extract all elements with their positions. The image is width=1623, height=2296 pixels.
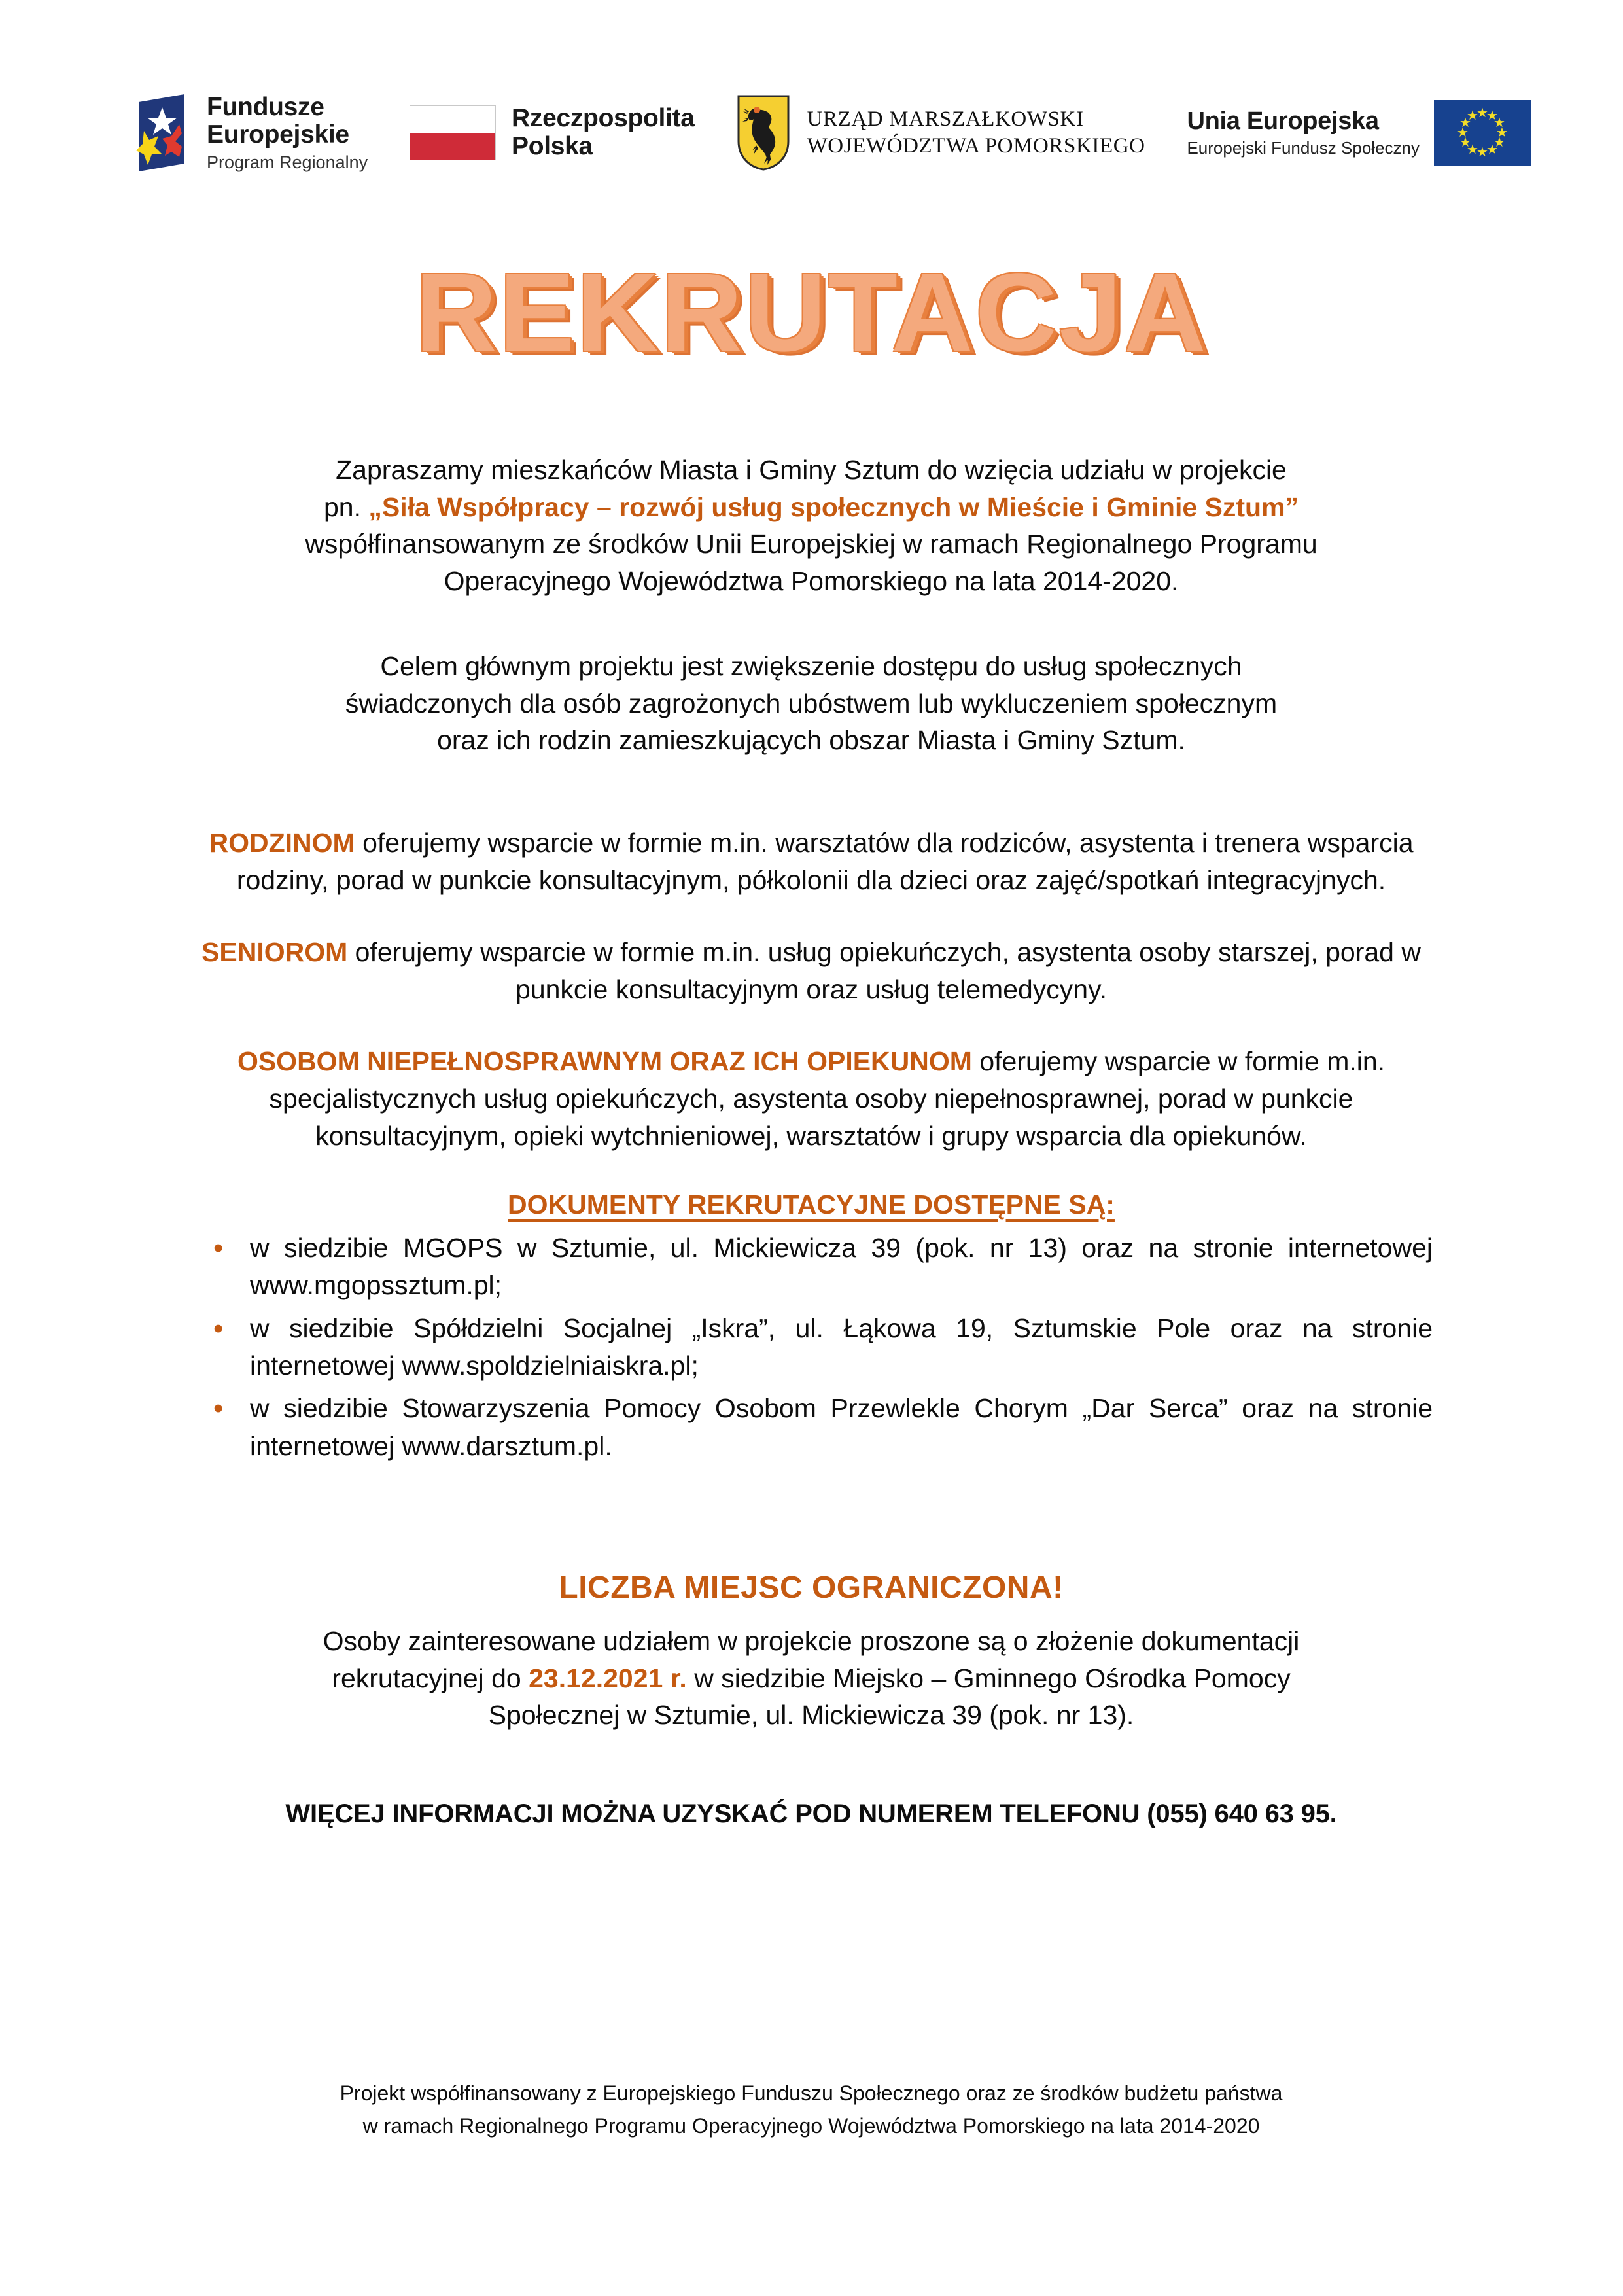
eu-star-icon: ★ [1476,145,1488,160]
limit-line-1: Osoby zainteresowane udziałem w projekcie proszone są o złożenie dokumentacji [323,1626,1300,1657]
eu-star-icon: ★ [1476,106,1488,120]
um-line-2: WOJEWÓDZTWA POMORSKIEGO [807,134,1145,158]
footer-note [190,2077,1433,2142]
rzeczpospolita-wordmark [512,105,695,161]
offer-osobom-niepelnosprawnym [190,1043,1433,1156]
footer-line-2: w ramach Regionalnego Programu Operacyjnego Województwa Pomorskiego na lata 2014-2020 [362,2113,1260,2138]
eu-star-icon: ★ [1493,116,1505,130]
eu-star-icon: ★ [1467,109,1478,124]
documents-heading: DOKUMENTY REKRUTACYJNE DOSTĘPNE SĄ: [508,1189,1115,1220]
eu-star-icon: ★ [1459,135,1471,150]
limit-line-2 [190,1660,1433,1697]
documents-list [190,1229,1433,1465]
intro-line-2 [190,489,1433,526]
limited-places-heading: LICZBA MIEJSC OGRANICZONA! [559,1570,1064,1606]
limit-line-2-suffix: w siedzibie Miejsko – Gminnego Ośrodka Pomocy [686,1663,1291,1693]
pomeranian-griffin-shield-icon [737,94,790,171]
offer-rodzinom-label: RODZINOM [209,828,355,858]
offer-rodzinom [190,824,1433,900]
logo-rzeczpospolita-polska [410,105,695,161]
contact-phone-line: WIĘCEJ INFORMACJI MOŻNA UZYSKAĆ POD NUMEREM TELEFONU (055) 640 63 95. [285,1799,1337,1828]
unia-europejska-wordmark [1187,107,1420,159]
um-line-1: URZĄD MARSZAŁKOWSKI [807,107,1084,131]
offer-osobom-niepelnosprawnym-body: oferujemy wsparcie w formie m.in. specjalistycznych usług opiekuńczych, asystenta osoby niepełnosprawnej, porad w punkcie konsultacyjnym, opieki wytchnieniowej, warsztatów i grupy wsparcia dla opiekunów. [269,1046,1386,1152]
limit-line-3: Społecznej w Sztumie, ul. Mickiewicza 39 (pok. nr 13). [488,1700,1134,1731]
offer-seniorom-label: SENIOROM [201,936,348,967]
list-item: • w siedzibie Spółdzielni Socjalnej „Iskra”, ul. Łąkowa 19, Sztumskie Pole oraz na stronie internetowej www.spoldzielniaiskra.pl; [190,1310,1433,1385]
intro-line-2-prefix: pn. [323,491,369,522]
list-item: • w siedzibie Stowarzyszenia Pomocy Osobom Przewlekle Chorym „Dar Serca” oraz na stronie internetowej www.darsztum.pl. [190,1390,1433,1465]
footer-line-1: Projekt współfinansowany z Europejskiego Funduszu Społecznego oraz ze środków budżetu państwa [340,2081,1283,2105]
urzad-marszalkowski-wordmark [807,106,1145,160]
flag-red-band [410,133,495,160]
flag-white-band [410,106,495,133]
poster-body [190,451,1433,1829]
intro-line-3: współfinansowanym ze środków Unii Europejskiej w ramach Regionalnego Programu [305,529,1318,559]
rp-line-1: Rzeczpospolita [512,104,695,133]
goal-line-2: świadczonych dla osób zagrożonych ubóstwem lub wykluczeniem społecznym [345,688,1278,718]
eu-star-icon: ★ [1496,126,1508,140]
offer-osobom-niepelnosprawnym-label: OSOBOM NIEPEŁNOSPRAWNYM ORAZ ICH OPIEKUNOM [237,1046,972,1076]
goal-line-3: oraz ich rodzin zamieszkujących obszar Miasta i Gminy Sztum. [437,725,1185,756]
logo-unia-europejska [1187,100,1531,166]
logo-urzad-marszalkowski [737,94,1145,171]
poland-flag-icon [410,105,496,160]
eu-star-icon: ★ [1457,126,1469,140]
fe-line-1: Fundusze [207,93,324,122]
rp-line-2: Polska [512,132,593,160]
eu-star-icon: ★ [1459,116,1471,130]
offer-seniorom [190,934,1433,1009]
limit-line-2-prefix: rekrutacyjnej do [332,1663,529,1693]
fe-line-3: Program Regionalny [207,152,368,172]
project-name: „Siła Współpracy – rozwój usług społecznych w Mieście i Gminie Sztum” [368,491,1299,522]
eu-flag-icon [1434,100,1531,166]
page-title: REKRUTACJA [415,251,1208,375]
fundusze-europejskie-wordmark [207,94,368,171]
deadline-date: 23.12.2021 r. [529,1663,687,1693]
intro-line-1: Zapraszamy mieszkańców Miasta i Gminy Sztum do wzięcia udziału w projekcie [336,455,1287,485]
eu-star-icon: ★ [1486,142,1498,157]
intro-line-4: Operacyjnego Województwa Pomorskiego na lata 2014-2020. [444,565,1179,596]
ue-line-2: Europejski Fundusz Społeczny [1187,138,1420,158]
logo-fundusze-europejskie [124,94,368,171]
fe-line-2: Europejskie [207,120,349,149]
ue-line-1: Unia Europejska [1187,107,1379,135]
list-item: • w siedzibie MGOPS w Sztumie, ul. Mickiewicza 39 (pok. nr 13) oraz na stronie internetowej www.mgopssztum.pl; [190,1229,1433,1305]
fundusze-europejskie-icon [124,94,192,171]
eu-star-icon: ★ [1486,109,1498,124]
eu-funding-logo-strip [124,84,1531,182]
eu-star-icon: ★ [1467,142,1478,157]
eu-star-icon: ★ [1493,135,1505,150]
offer-rodzinom-body: oferujemy wsparcie w formie m.in. warsztatów dla rodziców, asystenta i trenera wsparcia rodziny, porad w punkcie konsultacyjnym, półkolonii dla dzieci oraz zajęć/spotkań integracyjnych. [236,828,1414,896]
goal-line-1: Celem głównym projektu jest zwiększenie dostępu do usług społecznych [380,651,1242,682]
offer-seniorom-body: oferujemy wsparcie w formie m.in. usług opiekuńczych, asystenta osoby starszej, porad w punkcie konsultacyjnym oraz usług telemedycyny. [347,936,1421,1005]
